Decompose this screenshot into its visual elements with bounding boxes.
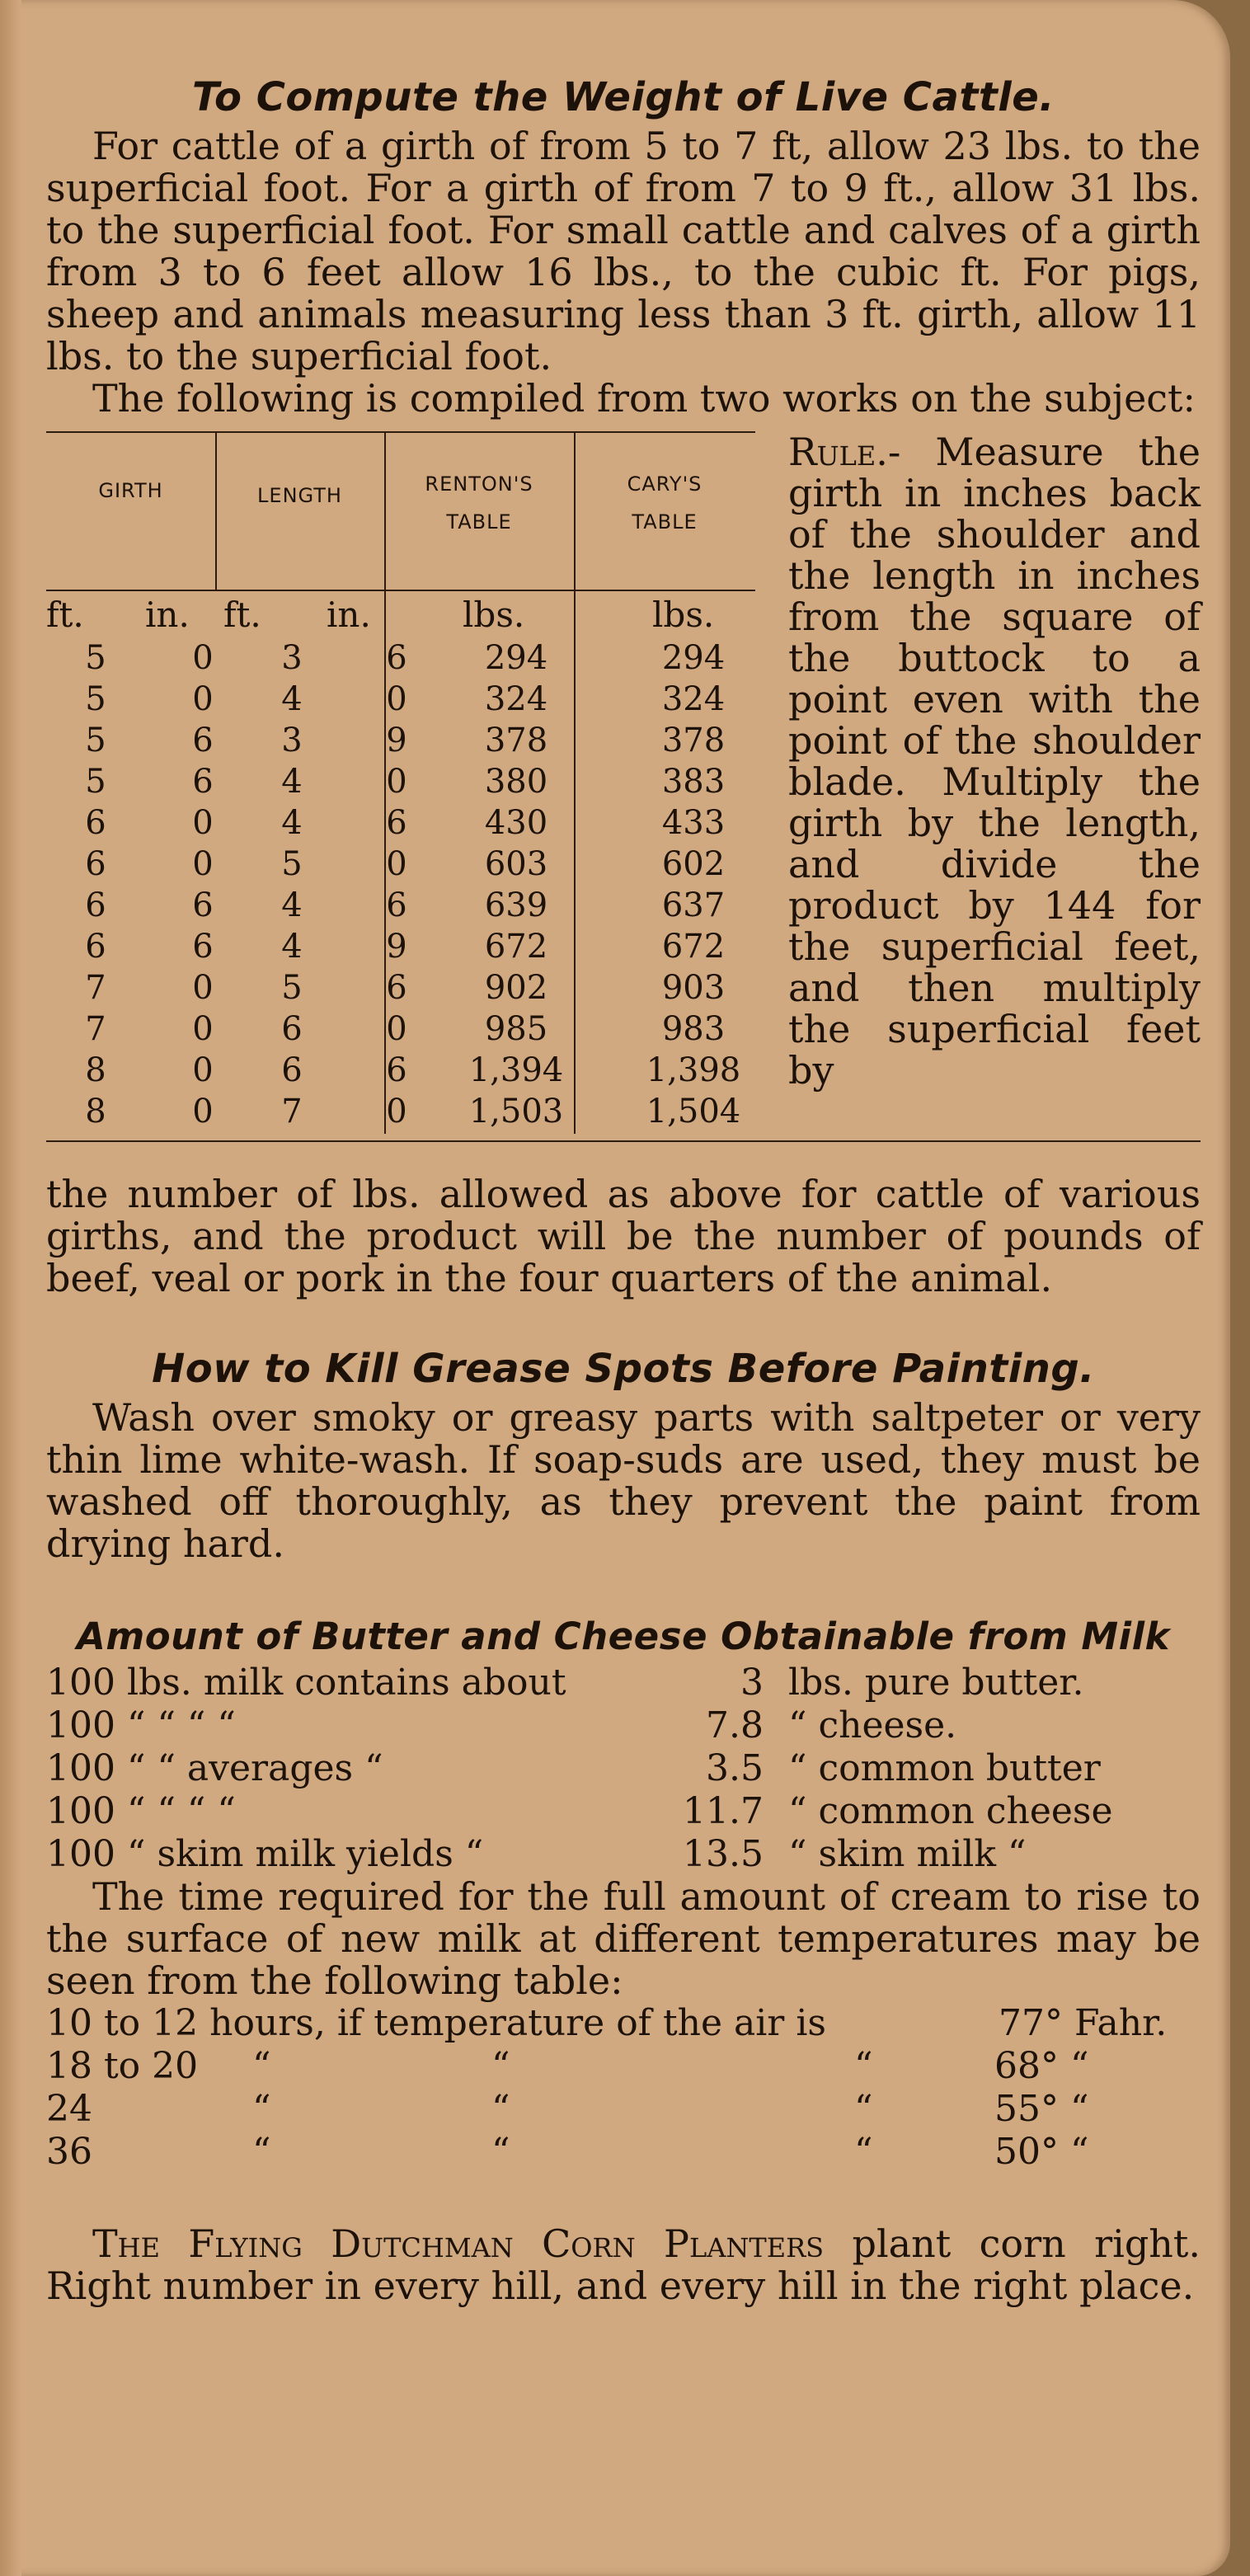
ad-brand: The Flying Dutchman Corn Planters	[92, 2221, 825, 2266]
table-row	[46, 969, 755, 1010]
cell-length-in: 6	[386, 804, 407, 842]
cell-cary-lbs: 1,398	[646, 1051, 741, 1089]
grease-heading: How to Kill Grease Spots Before Painting.	[152, 1346, 1095, 1392]
table-row	[46, 1093, 755, 1134]
cell-girth-in: 0	[192, 1051, 214, 1089]
table-row	[46, 1010, 755, 1051]
header-cary-table: TABLE	[632, 510, 698, 534]
cell-girth-in: 0	[192, 845, 214, 883]
cattle-table-zone	[46, 431, 1201, 1173]
hours: 18 to 20	[46, 2045, 199, 2087]
unit-length-ft: ft.	[223, 595, 261, 635]
ditto-mark: “	[491, 2131, 510, 2173]
butter-section	[46, 1615, 1201, 2174]
cell-renton-lbs: 902	[484, 969, 548, 1007]
cell-length-ft: 4	[281, 928, 303, 966]
butter-row	[46, 1833, 1201, 1876]
butter-row-product: “ common butter	[788, 1747, 1101, 1789]
table-body	[46, 639, 755, 1134]
rule-text-column	[788, 431, 1201, 1091]
table-divider	[215, 431, 217, 590]
butter-row-amount: 3	[740, 1662, 764, 1704]
table-units-row	[46, 595, 755, 636]
cell-cary-lbs: 324	[661, 680, 726, 718]
cell-girth-ft: 6	[85, 928, 106, 966]
cell-length-in: 0	[386, 1010, 407, 1048]
cell-length-ft: 3	[281, 722, 303, 759]
butter-table	[46, 1662, 1201, 1876]
unit-length-in: in.	[327, 595, 371, 635]
cell-girth-ft: 8	[85, 1051, 106, 1089]
temperature: 50° “	[994, 2131, 1089, 2173]
cell-girth-in: 6	[192, 928, 214, 966]
butter-row-amount: 11.7	[683, 1790, 764, 1832]
table-row	[46, 722, 755, 763]
temperature-row	[46, 2045, 1201, 2088]
temperature: 77° Fahr.	[999, 2002, 1168, 2044]
ditto-mark: “	[491, 2088, 510, 2130]
corn-planter-ad	[46, 2223, 1201, 2307]
cell-length-in: 9	[386, 928, 407, 966]
hours: 36	[46, 2131, 92, 2173]
cell-girth-ft: 6	[85, 845, 106, 883]
rule-continued: the number of lbs. allowed as above for cattle of various girths, and the product will be the number of pounds of beef, veal or pork in the four quarters of the animal.	[46, 1172, 1201, 1300]
cell-length-in: 6	[386, 639, 407, 677]
cell-girth-ft: 5	[85, 680, 106, 718]
butter-row-amount: 7.8	[706, 1704, 764, 1746]
butter-row-subject: 100 “ “ “ “	[46, 1790, 236, 1832]
cell-length-ft: 6	[281, 1010, 303, 1048]
unit-cary-lbs: lbs.	[652, 595, 715, 635]
cell-cary-lbs: 903	[661, 969, 726, 1007]
header-renton: RENTON'S	[425, 472, 533, 496]
unit-girth-ft: ft.	[46, 595, 84, 635]
page-binding-edge	[0, 0, 21, 2576]
table-row	[46, 886, 755, 928]
cell-girth-ft: 7	[85, 1010, 106, 1048]
page-content	[46, 74, 1201, 2307]
butter-heading: Amount of Butter and Cheese Obtainable from Milk	[77, 1615, 1170, 1658]
rule-label: Rule.	[788, 430, 888, 474]
cattle-compiled-note: The following is compiled from two works on the subject:	[92, 376, 1196, 421]
cell-length-in: 0	[386, 680, 407, 718]
cell-girth-in: 0	[192, 639, 214, 677]
cell-length-ft: 4	[281, 804, 303, 842]
cell-cary-lbs: 602	[661, 845, 726, 883]
cell-cary-lbs: 637	[661, 886, 726, 924]
cell-girth-in: 6	[192, 886, 214, 924]
rule-text: - Measure the girth in inches back of the shoulder and the length in inches from the square of the buttock to a point even with the point of the shoulder blade. Multiply the girth by the length, and divide the product by 144 for the superficial feet, and then multiply the superficial feet by	[788, 430, 1201, 1093]
cell-girth-in: 0	[192, 1010, 214, 1048]
butter-row	[46, 1790, 1201, 1833]
cell-length-ft: 4	[281, 763, 303, 801]
butter-row-subject: 100 lbs. milk contains about	[46, 1662, 566, 1704]
header-renton-table: TABLE	[446, 510, 512, 534]
table-row	[46, 928, 755, 969]
cell-cary-lbs: 672	[661, 928, 726, 966]
cell-renton-lbs: 1,394	[468, 1051, 564, 1089]
header-girth: GIRTH	[98, 479, 163, 502]
table-row	[46, 804, 755, 845]
hours: 10 to 12 hours, if temperature of the air is	[46, 2002, 826, 2044]
cream-text: The time required for the full amount of cream to rise to the surface of new milk at different temperatures may be seen from the following table:	[46, 1874, 1201, 2003]
grease-section	[46, 1346, 1201, 1565]
butter-row-amount: 3.5	[706, 1747, 764, 1789]
ditto-mark: “	[491, 2045, 510, 2087]
cell-girth-in: 0	[192, 1093, 214, 1131]
cell-renton-lbs: 380	[484, 763, 548, 801]
table-row	[46, 763, 755, 804]
cell-renton-lbs: 639	[484, 886, 548, 924]
cell-length-ft: 6	[281, 1051, 303, 1089]
cell-renton-lbs: 1,503	[468, 1093, 564, 1131]
butter-row-subject: 100 “ skim milk yields “	[46, 1833, 484, 1875]
ditto-mark: “	[854, 2045, 873, 2087]
cell-length-ft: 4	[281, 886, 303, 924]
temperature-row	[46, 2131, 1201, 2174]
cell-girth-in: 0	[192, 969, 214, 1007]
butter-row-product: lbs. pure butter.	[788, 1662, 1084, 1704]
butter-row-amount: 13.5	[683, 1833, 764, 1875]
cell-cary-lbs: 378	[661, 722, 726, 759]
cell-girth-ft: 7	[85, 969, 106, 1007]
table-bottom-rule	[46, 1140, 1201, 1142]
cell-length-in: 6	[386, 886, 407, 924]
ditto-mark: “	[854, 2131, 873, 2173]
ditto-mark: “	[252, 2045, 271, 2087]
temperature: 68° “	[994, 2045, 1089, 2087]
butter-row-subject: 100 “ “ averages “	[46, 1747, 383, 1789]
table-row	[46, 1051, 755, 1093]
cell-length-ft: 7	[281, 1093, 303, 1131]
cattle-heading: To Compute the Weight of Live Cattle.	[191, 74, 1055, 120]
cell-length-in: 9	[386, 722, 407, 759]
cell-length-in: 6	[386, 1051, 407, 1089]
table-header-rule	[46, 590, 755, 591]
butter-row	[46, 1704, 1201, 1747]
cell-length-ft: 5	[281, 845, 303, 883]
cream-temperature-table	[46, 2002, 1201, 2174]
butter-row-subject: 100 “ “ “ “	[46, 1704, 236, 1746]
cell-length-in: 0	[386, 1093, 407, 1131]
butter-row	[46, 1662, 1201, 1704]
cell-length-in: 6	[386, 969, 407, 1007]
cell-renton-lbs: 430	[484, 804, 548, 842]
cell-cary-lbs: 433	[661, 804, 726, 842]
ditto-mark: “	[854, 2088, 873, 2130]
cell-renton-lbs: 985	[484, 1010, 548, 1048]
cell-cary-lbs: 294	[661, 639, 726, 677]
table-row	[46, 639, 755, 680]
unit-girth-in: in.	[145, 595, 190, 635]
cell-cary-lbs: 983	[661, 1010, 726, 1048]
cell-length-in: 0	[386, 845, 407, 883]
cell-length-in: 0	[386, 763, 407, 801]
cell-renton-lbs: 603	[484, 845, 548, 883]
cell-cary-lbs: 383	[661, 763, 726, 801]
table-top-rule	[46, 431, 755, 433]
butter-row-product: “ common cheese	[788, 1790, 1113, 1832]
cell-girth-ft: 6	[85, 886, 106, 924]
ad-text: plant corn right. Right number in every hill, and every hill in the right place.	[46, 2221, 1201, 2308]
butter-row-product: “ cheese.	[788, 1704, 957, 1746]
table-row	[46, 845, 755, 886]
cell-girth-in: 6	[192, 722, 214, 759]
hours: 24	[46, 2088, 92, 2130]
cell-renton-lbs: 378	[484, 722, 548, 759]
butter-row	[46, 1747, 1201, 1790]
cell-girth-in: 6	[192, 763, 214, 801]
table-row	[46, 680, 755, 722]
unit-renton-lbs: lbs.	[463, 595, 525, 635]
cell-renton-lbs: 294	[484, 639, 548, 677]
cell-length-ft: 3	[281, 639, 303, 677]
ditto-mark: “	[252, 2088, 271, 2130]
cell-renton-lbs: 672	[484, 928, 548, 966]
cell-girth-in: 0	[192, 680, 214, 718]
cell-length-ft: 4	[281, 680, 303, 718]
cattle-intro: For cattle of a girth of from 5 to 7 ft, allow 23 lbs. to the superficial foot. For a girth of from 7 to 9 ft., allow 31 lbs. to the superficial foot. For small cattle and calves of a girth from 3 to 6 feet allow 16 lbs., to the cubic ft. For pigs, sheep and animals measuring less than 3 ft. girth, allow 11 lbs. to the superficial foot.	[46, 124, 1201, 378]
cell-renton-lbs: 324	[484, 680, 548, 718]
rule-paragraph	[788, 431, 1201, 1091]
cell-cary-lbs: 1,504	[646, 1093, 741, 1131]
cell-length-ft: 5	[281, 969, 303, 1007]
cell-girth-in: 0	[192, 804, 214, 842]
temperature: 55° “	[994, 2088, 1089, 2130]
cell-girth-ft: 5	[85, 722, 106, 759]
grease-text: Wash over smoky or greasy parts with saltpeter or very thin lime white-wash. If soap-suds are used, they must be washed off thoroughly, as they prevent the paint from drying hard.	[46, 1395, 1201, 1566]
temperature-row	[46, 2002, 1201, 2045]
ditto-mark: “	[252, 2131, 271, 2173]
butter-row-product: “ skim milk “	[788, 1833, 1027, 1875]
cell-girth-ft: 5	[85, 639, 106, 677]
cell-girth-ft: 6	[85, 804, 106, 842]
temperature-row	[46, 2088, 1201, 2131]
header-length: LENGTH	[257, 484, 342, 507]
cell-girth-ft: 8	[85, 1093, 106, 1131]
header-cary: CARY'S	[627, 472, 703, 496]
cell-girth-ft: 5	[85, 763, 106, 801]
